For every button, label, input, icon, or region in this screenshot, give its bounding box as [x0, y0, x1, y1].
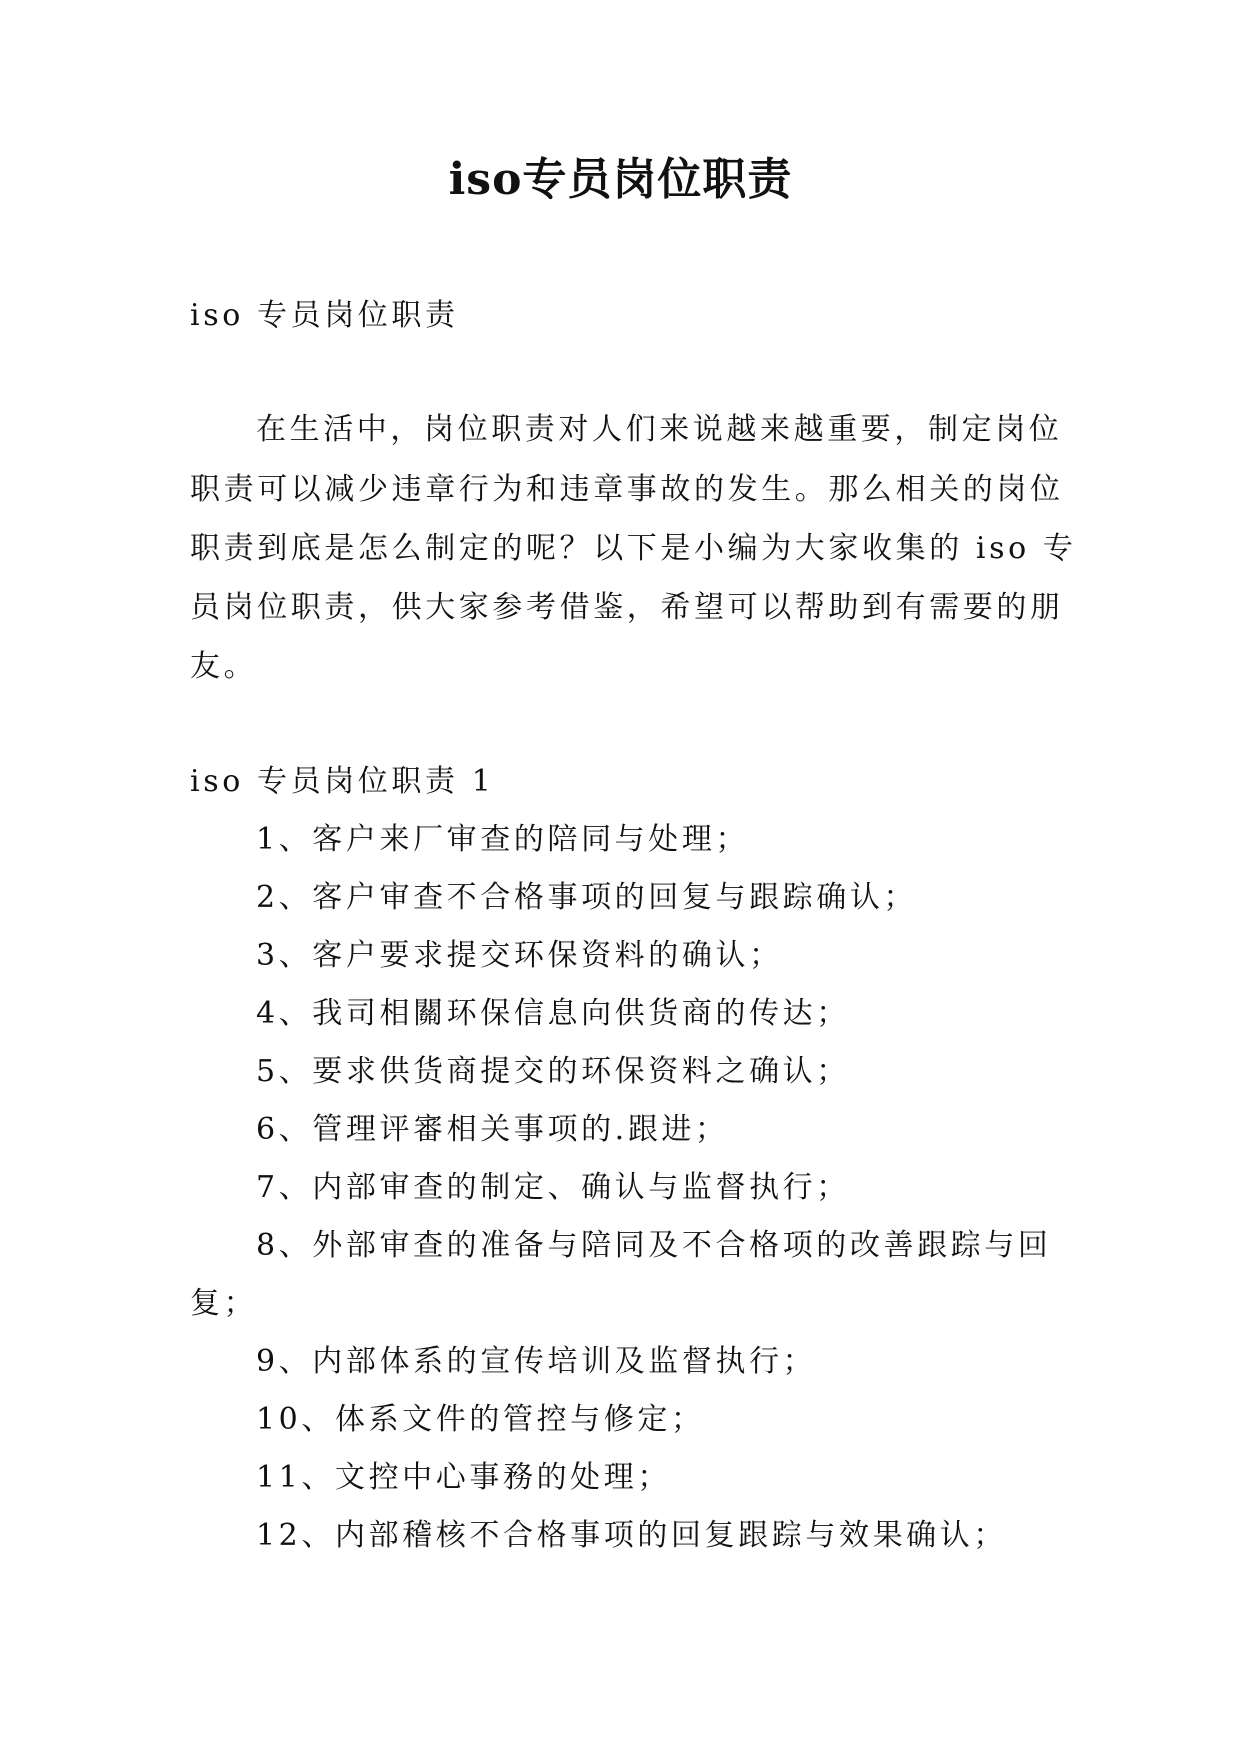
list-item: 9、内部体系的宣传培训及监督执行； — [256, 1344, 817, 1379]
intro-line: 职责到底是怎么制定的呢？以下是小编为大家收集的 iso 专 — [190, 531, 1077, 566]
document-subtitle: iso 专员岗位职责 — [190, 298, 459, 333]
document-title: iso专员岗位职责 — [448, 154, 793, 205]
list-item: 8、外部审查的准备与陪同及不合格项的改善跟踪与回 — [256, 1228, 1052, 1263]
list-item: 10、体系文件的管控与修定； — [256, 1402, 705, 1437]
section-heading: iso 专员岗位职责 1 — [190, 764, 495, 799]
list-item: 2、客户审查不合格事项的回复与跟踪确认； — [256, 880, 918, 915]
intro-line: 员岗位职责，供大家参考借鉴，希望可以帮助到有需要的朋 — [190, 590, 1064, 625]
intro-line: 友。 — [190, 649, 258, 684]
list-item-continuation: 复； — [190, 1286, 258, 1321]
list-item: 11、文控中心事務的处理； — [256, 1460, 671, 1495]
list-item: 7、内部审查的制定、确认与监督执行； — [256, 1170, 850, 1205]
list-item: 5、要求供货商提交的环保资料之确认； — [256, 1054, 850, 1089]
list-item: 12、内部稽核不合格事项的回复跟踪与效果确认； — [256, 1518, 1007, 1553]
list-item: 3、客户要求提交环保资料的确认； — [256, 938, 783, 973]
intro-line: 职责可以减少违章行为和违章事故的发生。那么相关的岗位 — [190, 472, 1064, 507]
list-item: 6、管理评審相关事项的.跟进； — [256, 1112, 729, 1147]
intro-line: 在生活中，岗位职责对人们来说越来越重要，制定岗位 — [256, 412, 1063, 447]
list-item: 4、我司相關环保信息向供货商的传达； — [256, 996, 850, 1031]
list-item: 1、客户来厂审查的陪同与处理； — [256, 822, 750, 857]
